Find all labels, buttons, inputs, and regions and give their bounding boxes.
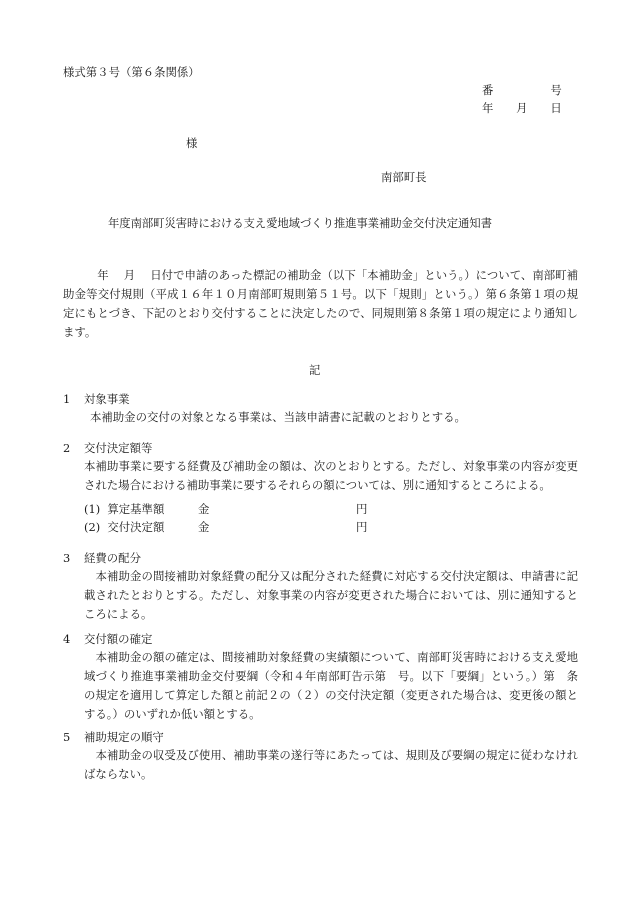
section-2-body: 本補助事業に要する経費及び補助金の額は、次のとおりとする。ただし、対象事業の内容が変更された場合における補助事業に要するそれらの額については、別に通知するところによる。 [84,459,578,492]
section-heading: 補助規定の順守 [84,730,164,744]
item-calculation-base-yen: 円 [356,502,368,516]
section-number: 2 [63,441,71,455]
item-grant-decision-yen: 円 [356,520,368,534]
item-grant-decision: (2) 交付決定額 [84,520,165,534]
section-4-body: 本補助金の額の確定は、間接補助対象経費の実績額について、南部町災害時における支え愛地域づくり推進事業補助金交付要綱（令和４年南部町告示第 号。以下「要綱」という。）第 条の規定を適用して算定した額と前記２の（２）の交付決定額（変更された場合は、変更後の額とする。）のいずれか低い額とする。 [84,650,578,721]
section-1-heading [63,390,130,409]
section-number: 3 [63,551,71,565]
section-1-body: 本補助金の交付の対象となる事業は、当該申請書に記載のとおりとする。 [90,410,466,424]
intro-paragraph: 年 月 日付で申請のあった標記の補助金（以下「本補助金」という。）について、南部町補助金等交付規則（平成１６年１０月南部町規則第５１号。以下「規則」という。）第６条第１項の規定にもとづき、下記のとおり交付することに決定したので、同規則第８条第１項の規定により通知します。 [63,268,578,339]
sender-mayor: 南部町長 [381,170,427,184]
section-heading: 対象事業 [84,392,130,406]
section-3-heading [63,549,141,568]
ki-marker: 記 [309,363,321,377]
section-number: 1 [63,392,71,406]
item-calculation-base: (1) 算定基準額 [84,502,165,516]
section-4-heading [63,630,152,649]
addressee-sama: 様 [186,136,198,150]
item-calculation-base-kin: 金 [198,502,210,516]
date-line: 年 月 日 [482,101,562,115]
section-5-heading [63,728,164,747]
section-number: 4 [63,632,71,646]
section-number: 5 [63,730,71,744]
document-title: 年度南部町災害時における支え愛地域づくり推進事業補助金交付決定通知書 [108,216,492,230]
section-5-body: 本補助金の収受及び使用、補助事業の遂行等にあたっては、規則及び要綱の規定に従わなければならない。 [84,748,578,781]
section-heading: 交付額の確定 [84,632,153,646]
section-2-heading [63,439,152,458]
section-heading: 経費の配分 [84,551,141,565]
section-heading: 交付決定額等 [84,441,153,455]
document-number-line: 番 号 [482,83,562,97]
section-3-body: 本補助金の間接補助対象経費の配分又は配分された経費に対応する交付決定額は、申請書に記載されたとおりとする。ただし、対象事業の内容が変更された場合においては、別に通知するところによる。 [84,569,578,621]
item-grant-decision-kin: 金 [198,520,210,534]
form-label: 様式第３号（第６条関係） [63,65,200,79]
